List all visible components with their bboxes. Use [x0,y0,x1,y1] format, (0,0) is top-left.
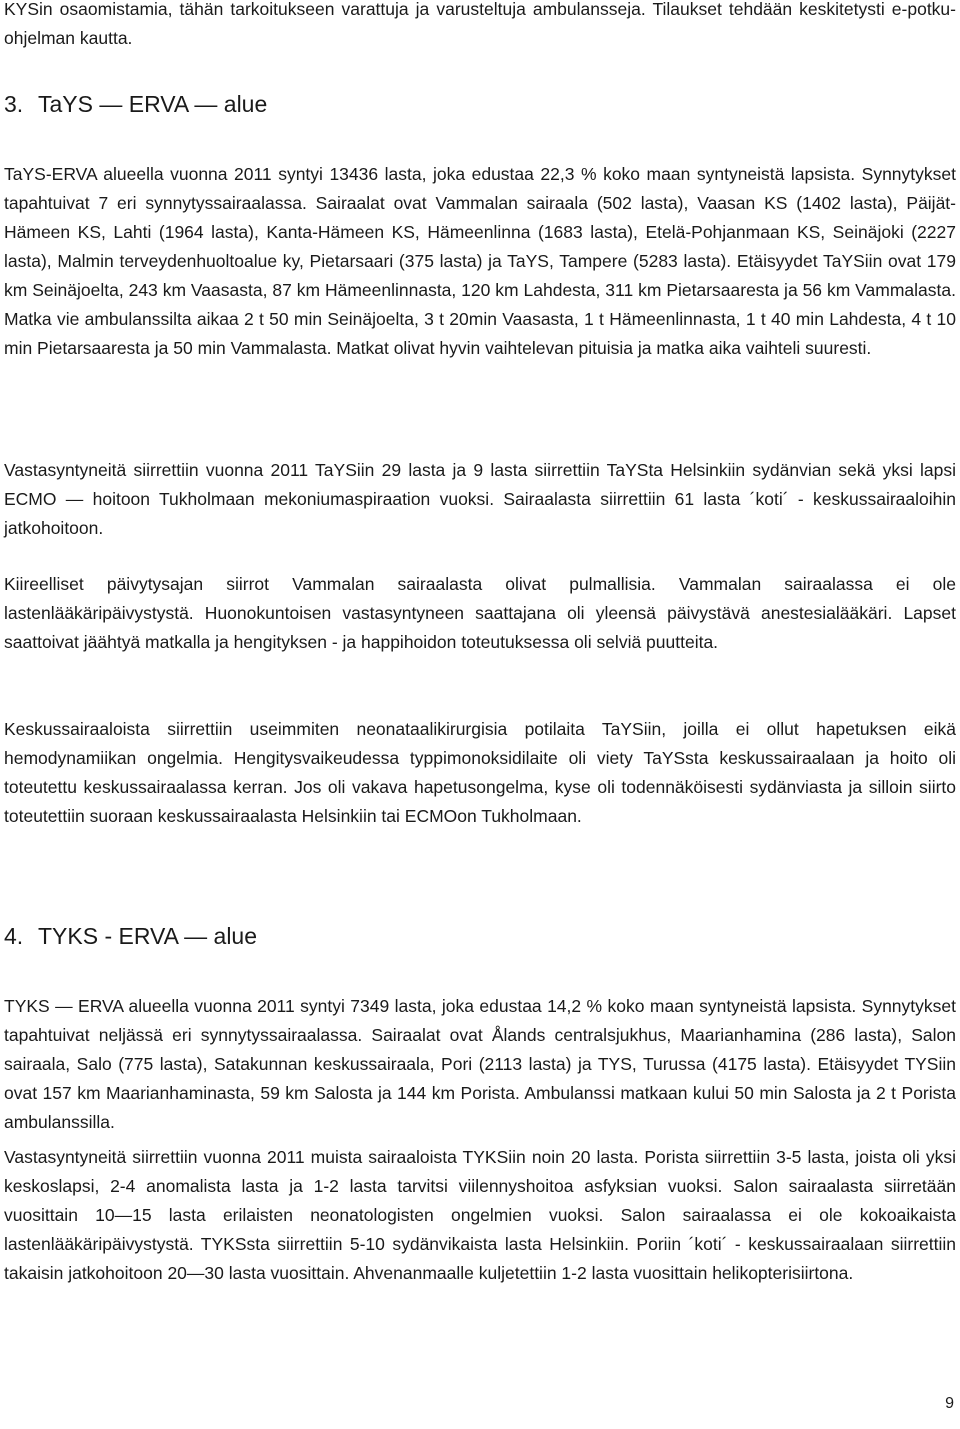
page-number: 9 [945,1395,954,1412]
heading-text: TaYS — ERVA — alue [38,91,268,117]
intro-paragraph: KYSin osaomistamia, tähän tarkoitukseen varattuja ja varusteltuja ambulansseja. Tilaukset tehdään keskitetysti e-potku-ohjelman kautta. [4,0,956,48]
tays-paragraph-births: TaYS-ERVA alueella vuonna 2011 syntyi 13436 lasta, joka edustaa 22,3 % koko maan syntyneistä lapsista. Synnytykset tapahtuivat 7 eri synnytyssairaalassa. Sairaalat ovat Vammalan sairaala (502 lasta), Vaasan KS (1402 lasta), Päijät-Hämeen KS, Lahti (1964 lasta), Kanta-Hämeen KS, Hämeenlinna (1683 lasta), Etelä-Pohjanmaan KS, Seinäjoki (2227 lasta), Malmin terveydenhuoltoalue ky, Pietarsaari (375 lasta) ja TaYS, Tampere (5283 lasta). Etäisyydet TaYSiin ovat 179 km Seinäjoelta, 243 km Vaasasta, 87 km Hämeenlinnasta, 120 km Lahdesta, 311 km Pietarsaaresta ja 56 km Vammalasta. Matka vie ambulanssilta aikaa 2 t 50 min Seinäjoelta, 3 t 20min Vaasasta, 1 t Hämeenlinnasta, 1 t 40 min Lahdesta, 4 t 10 min Pietarsaaresta ja 50 min Vammalasta. Matkat olivat hyvin vaihtelevan pituisia ja matka aika vaihteli suuresti. [4,164,956,358]
tyks-paragraph-births: TYKS — ERVA alueella vuonna 2011 syntyi 7349 lasta, joka edustaa 14,2 % koko maan syntyneistä lapsista. Synnytykset tapahtuivat neljässä eri synnytyssairaalassa. Sairaalat ovat Ålands centralsjukhus, Maarianhamina (286 lasta), Salon sairaala, Salo (775 lasta), Satakunnan keskussairaala, Pori (2113 lasta) ja TYS, Turussa (4175 lasta). Etäisyydet TYSiin ovat 157 km Maarianhaminasta, 59 km Salosta ja 144 km Porista. Ambulanssi matkaan kului 50 min Salosta ja 2 t Porista ambulanssilla. [4,996,956,1132]
heading-number: 3. [4,91,24,117]
heading-text: TYKS - ERVA — alue [38,923,258,949]
document-page [4,0,956,1429]
tays-paragraph-transfers: Vastasyntyneitä siirrettiin vuonna 2011 TaYSiin 29 lasta ja 9 lasta siirrettiin TaYSta Helsinkiin sydänvian sekä yksi lapsi ECMO — hoitoon Tukholmaan mekoniumaspiraation vuoksi. Sairaalasta siirrettiin 61 lasta ´koti´ - keskussairaaloihin jatkohoitoon. [4,460,956,538]
tays-paragraph-vammala: Kiireelliset päivytysajan siirrot Vammalan sairaalasta olivat pulmallisia. Vammalan sairaalassa ei ole lastenlääkäripäivystystä. Huonokuntoisen vastasyntyneen saattajana oli yleensä päivystävä anestesialääkäri. Lapset saattoivat jäähtyä matkalla ja hengityksen - ja happihoidon toteutuksessa oli selviä puutteita. [4,574,956,652]
tays-paragraph-central-hospitals: Keskussairaaloista siirrettiin useimmiten neonataalikirurgisia potilaita TaYSiin, joilla ei ollut hapetuksen eikä hemodynamiikan ongelmia. Hengitysvaikeudessa typpimonoksidilaite oli viety TaYSsta keskussairaalaan ja hoito oli toteutettu keskussairaalassa kerran. Jos oli vakava hapetusongelma, kyse oli todennäköisesti sydänviasta ja silloin siirto toteutettiin suoraan keskussairaalasta Helsinkiin tai ECMOon Tukholmaan. [4,719,956,826]
heading-number: 4. [4,923,24,949]
tyks-paragraph-transfers: Vastasyntyneitä siirrettiin vuonna 2011 muista sairaaloista TYKSiin noin 20 lasta. Porista siirrettiin 3-5 lasta, joista oli yksi keskoslapsi, 2-4 anomalista lasta ja 1-2 lasta tarvitsi viilennyshoitoa asfyksian vuoksi. Salon sairaalasta siirretään vuosittain 10—15 lasta erilaisten neonatologisten ongelmien vuoksi. Salon sairaalassa ei ole kokoaikaista lastenlääkäripäivystystä. TYKSsta siirrettiin 5-10 sydänvikaista lasta Helsinkiin. Poriin ´koti´ - keskussairaalaan siirrettiin takaisin jatkohoitoon 20—30 lasta vuosittain. Ahvenanmaalle kuljetettiin 1-2 lasta vuosittain helikopterisiirtona. [4,1147,956,1283]
heading-tyks-erva [4,920,257,952]
heading-tays-erva [4,88,267,120]
